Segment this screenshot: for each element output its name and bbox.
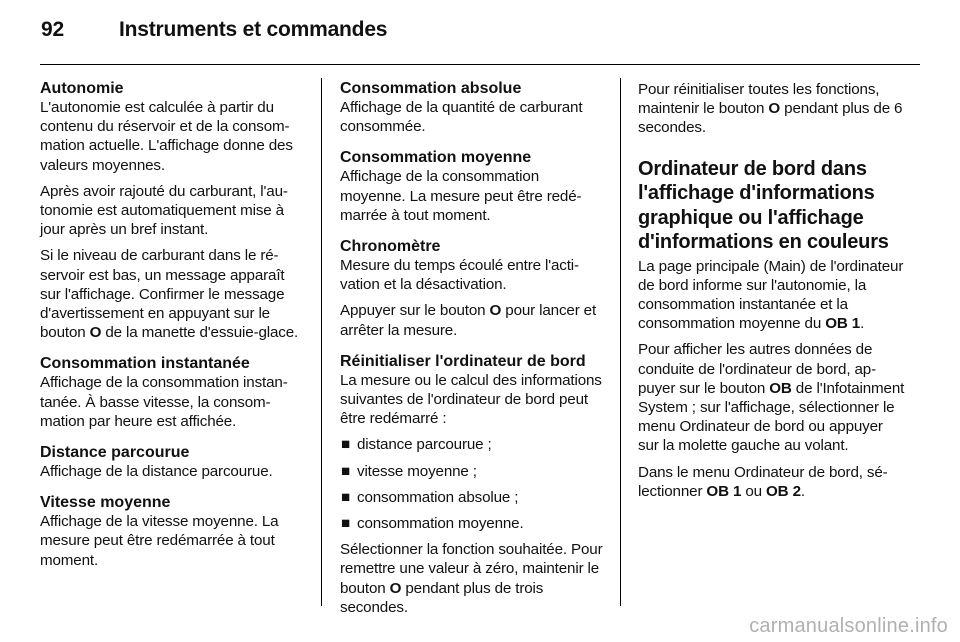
list-item-text: vitesse moyenne ; [357,462,477,480]
section-title-chronometre: Chronomètre [340,238,441,256]
list-item [340,435,608,454]
page-number: 92 [41,18,64,41]
paragraph [40,246,308,342]
text-run: pendant plus de 6 secondes. [638,100,903,137]
text-run: . [860,315,865,333]
paragraph: La mesure ou le calcul des informations suivantes de l'ordinateur de bord peut être redémarré : [340,371,602,428]
column-3 [638,80,906,508]
section-title-consommation-absolue: Consommation absolue [340,80,522,97]
text-run: de la manette d'essuie-glace. [101,324,299,342]
column-divider [321,78,322,606]
text-run: de l'Infotainment System ; sur l'affichage, sélectionner le menu Ordinateur de bord ou appuyer sur la molette gauche au volant. [638,379,905,455]
label-ob2: OB 2 [766,482,801,500]
list-item-text: consommation absolue ; [357,488,519,506]
button-symbol-o: O [89,324,102,342]
paragraph [638,80,906,138]
button-symbol-o: O [489,302,502,320]
list-item [340,514,608,533]
label-ob1: OB 1 [825,315,861,333]
paragraph [638,463,906,501]
paragraph [638,257,906,334]
text-run: . [800,482,805,500]
list-item [340,488,608,507]
paragraph: Après avoir rajouté du carburant, l'autonomie est automatiquement mise à jour après un bref instant. [40,182,288,239]
header-rule [40,64,920,65]
section-title-vitesse-moyenne: Vitesse moyenne [40,494,171,512]
bullet-square-icon: ■ [341,515,351,533]
page-title: Instruments et commandes [119,18,388,41]
paragraph [638,340,906,455]
section-title-consommation-moyenne: Consommation moyenne [340,149,532,167]
label-ob: OB [769,379,792,397]
button-symbol-o: O [389,579,402,597]
section-heading-ordinateur-de-bord: Ordinateur de bord dans l'affichage d'informations graphique ou l'affichage d'informations en couleurs [638,157,889,254]
paragraph [340,301,608,339]
paragraph: Affichage de la quantité de carburant consommée. [340,99,583,136]
watermark: carmanualsonline.info [749,615,948,637]
paragraph: Affichage de la consommation moyenne. La mesure peut être redémarrée à tout moment. [340,168,582,224]
text-run: Sélectionner la fonction souhaitée. Pour remettre une valeur à zéro, maintenir le bouton [340,541,603,597]
text-run: pendant plus de trois secondes. [340,579,544,616]
section-title-consommation-instantanee: Consommation instantanée [40,355,250,373]
column-1 [40,80,308,577]
column-2 [340,80,608,624]
button-symbol-o: O [768,100,781,118]
paragraph: Mesure du temps écoulé entre l'activation et la désactivation. [340,257,580,294]
column-divider [620,78,621,606]
text-run: ou [741,482,767,500]
section-title-autonomie: Autonomie [40,80,124,97]
section-title-distance-parcourue: Distance parcourue [40,444,190,462]
text-run: pour lancer et arrêter la mesure. [340,302,597,339]
paragraph: Affichage de la distance parcourue. [40,463,273,481]
text-run: Dans le menu Ordinateur de bord, sélectionner [638,463,888,500]
text-run: La page principale (Main) de l'ordinateur de bord informe sur l'autonomie, la consommation instantanée et la consommation moyenne du [638,257,904,333]
list-item-text: distance parcourue ; [357,436,492,454]
bullet-square-icon: ■ [341,488,351,506]
label-ob1: OB 1 [706,482,742,500]
paragraph [340,540,608,617]
text-run: Appuyer sur le bouton [340,302,490,320]
text-run: Si le niveau de carburant dans le réservoir est bas, un message apparaît sur l'affichage. Confirmer le message d'avertissement en appuyant sur le bouton [40,247,285,342]
text-run: Pour réinitialiser toutes les fonctions, maintenir le bouton [638,81,880,118]
list-item [340,462,608,481]
paragraph: Affichage de la consommation instantanée. À basse vitesse, la consommation par heure est affichée. [40,374,288,430]
bullet-square-icon: ■ [341,436,351,454]
list-item-text: consommation moyenne. [357,515,524,533]
section-title-reinitialiser: Réinitialiser l'ordinateur de bord [340,352,586,370]
bullet-square-icon: ■ [341,462,351,480]
paragraph: Affichage de la vitesse moyenne. La mesure peut être redémarrée à tout moment. [40,513,279,569]
paragraph: L'autonomie est calculée à partir du contenu du réservoir et de la consommation actuelle. L'affichage donne des valeurs moyennes. [40,99,293,174]
text-run: Pour afficher les autres données de conduite de l'ordinateur de bord, appuyer sur le bouton [638,341,877,397]
